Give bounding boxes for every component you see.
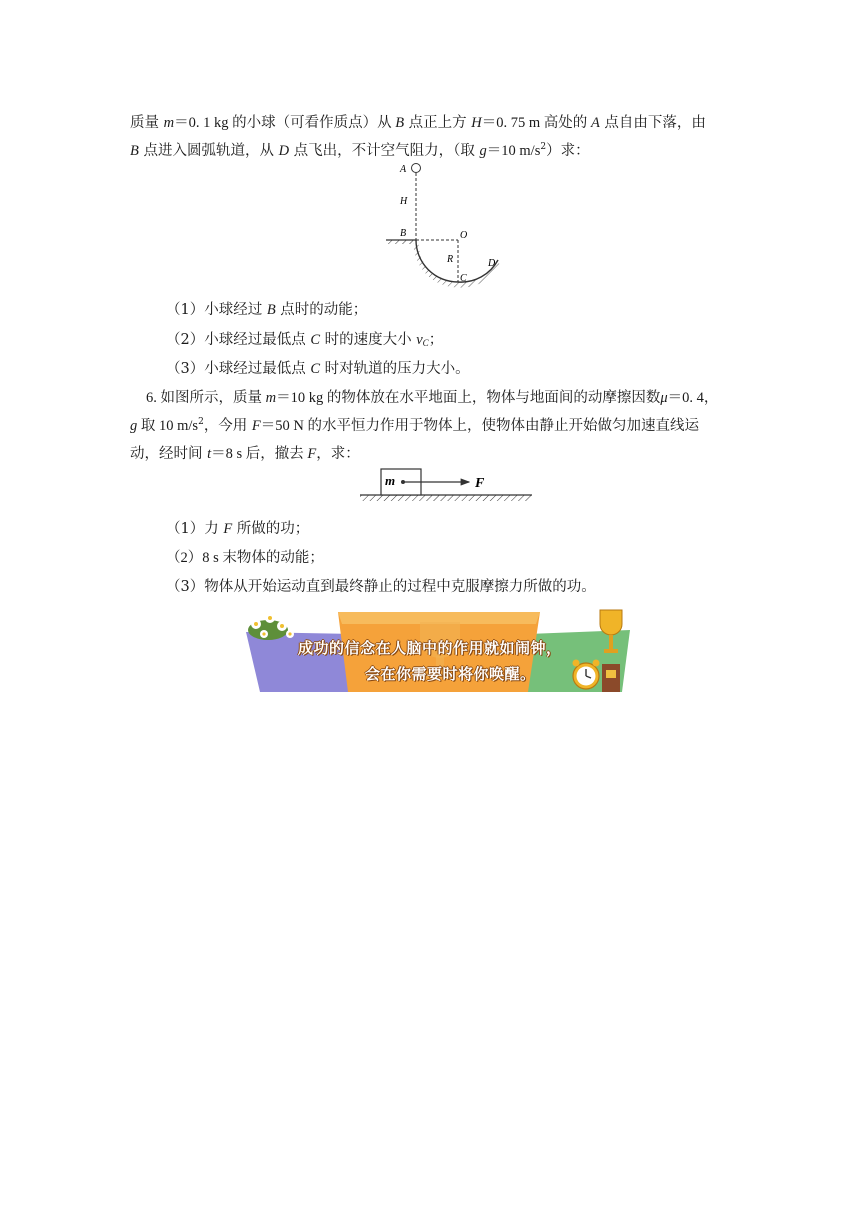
p6-q2: （2）8 s 末物体的动能； — [166, 550, 324, 566]
svg-text:O: O — [460, 230, 468, 241]
p5-q1: （1）小球经过 B 点时的动能； — [166, 302, 368, 318]
svg-text:m: m — [385, 473, 396, 488]
alarm-clock-icon — [573, 660, 600, 690]
svg-text:R: R — [447, 254, 454, 265]
p6-q1: （1）力 F 所做的功； — [166, 521, 310, 537]
svg-text:F: F — [475, 476, 485, 491]
banner-line2: 会在你需要时将你唤醒。 — [365, 665, 536, 683]
svg-text:A: A — [400, 164, 407, 175]
flowers-icon — [248, 613, 294, 640]
p5-line2: B 点进入圆弧轨道，从 D 点飞出，不计空气阻力，（取 g＝10 $m/s^2$）求： — [130, 142, 590, 159]
svg-text:D: D — [488, 258, 496, 269]
p5-q3: （3）小球经过最低点 C 时对轨道的压力大小。 — [166, 361, 470, 377]
svg-text:C: C — [460, 273, 467, 284]
p5-q2: （2）小球经过最低点 C 时的速度大小 $v_C$； — [166, 332, 444, 348]
banner-line1: 成功的信念在人脑中的作用就如闹钟， — [298, 639, 562, 657]
p6-line3: 动，经时间 t＝8 s 后，撤去 F，求： — [130, 446, 360, 462]
p6-line2: g 取 10 $m/s^2$，今用 F＝50 N 的水平恒力作用于物体上，使物体由静止开始做匀加速直线运 — [130, 417, 700, 434]
svg-text:B: B — [400, 228, 407, 239]
svg-text:H: H — [400, 196, 408, 207]
p6-figure-block — [355, 466, 540, 508]
motivation-banner — [238, 604, 642, 696]
p5-line1: 质量 m＝0. 1 kg 的小球（可看作质点）从 B 点正上方 H＝0. 75 m 高处的 A 点自由下落，由 — [130, 115, 706, 131]
p6-q3: （3）物体从开始运动直到最终静止的过程中克服摩擦力所做的功。 — [166, 579, 596, 595]
ball-a — [412, 164, 421, 173]
p5-figure-track — [380, 160, 510, 295]
p6-line1: 6. 如图所示，质量 m＝10 kg 的物体放在水平地面上，物体与地面间的动摩擦因数μ＝0. 4， — [146, 390, 719, 406]
